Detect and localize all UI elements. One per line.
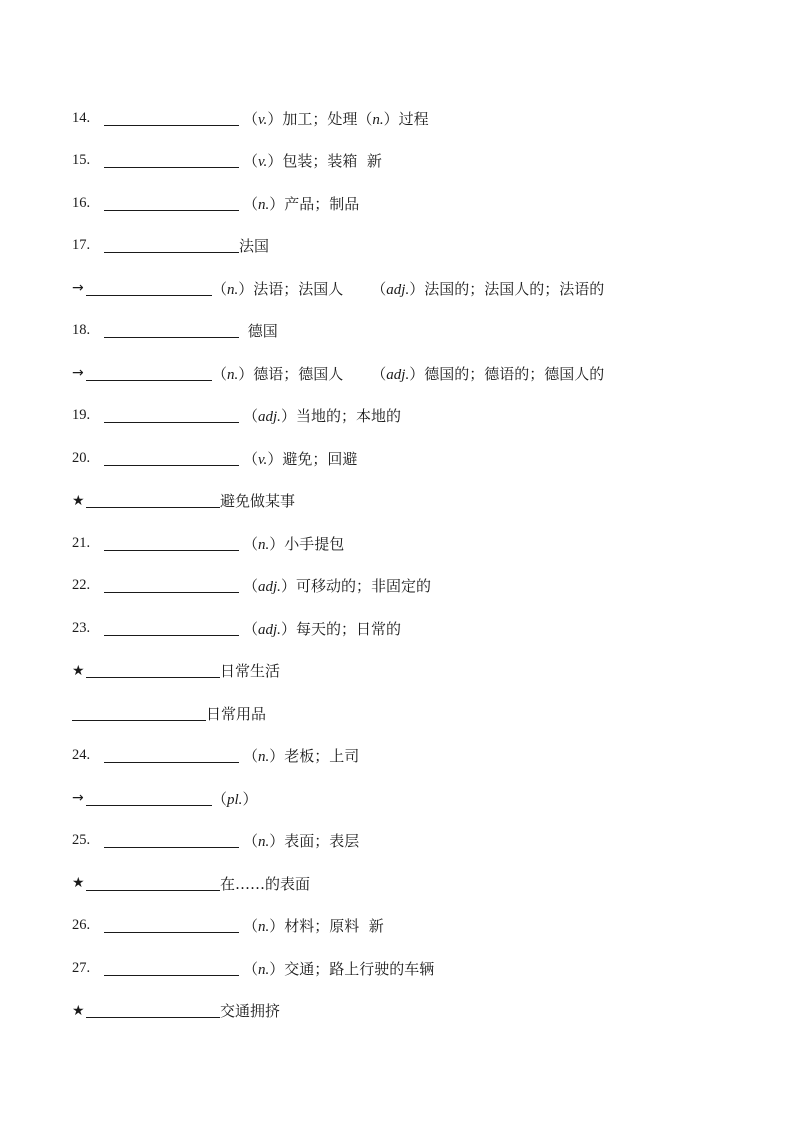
answer-blank[interactable]: [104, 408, 239, 423]
vocab-line: [72, 692, 732, 735]
part-of-speech: adj.: [258, 409, 281, 426]
definition: [212, 363, 604, 384]
part-of-speech: n.: [258, 536, 270, 553]
vocab-line: [72, 480, 732, 523]
vocab-line: [72, 820, 732, 863]
definition-text: （: [243, 747, 259, 766]
part-of-speech: n.: [227, 366, 239, 383]
item-number: 25.: [72, 832, 91, 849]
definition: [220, 660, 280, 681]
part-of-speech: v.: [258, 154, 268, 171]
definition-text: 在……的表面: [220, 874, 311, 893]
definition-text: ）表面；表层: [269, 832, 360, 851]
vocab-line: [72, 97, 732, 140]
definition-text: ）过程: [383, 109, 429, 128]
definition-text: （: [371, 279, 387, 298]
part-of-speech: n.: [258, 961, 270, 978]
definition-text: 避免做某事: [220, 492, 296, 511]
definition-text: ）每天的；日常的: [280, 619, 401, 638]
answer-blank[interactable]: [104, 748, 239, 763]
vocab-line: [72, 777, 732, 820]
part-of-speech: adj.: [386, 366, 410, 383]
item-number: 24.: [72, 747, 91, 764]
arrow-marker: →: [72, 280, 84, 297]
definition: [243, 193, 359, 214]
definition-text: ）避免；回避: [267, 449, 358, 468]
answer-blank[interactable]: [86, 493, 220, 508]
definition-text: ）法国的；法国人的；法语的: [409, 279, 605, 298]
part-of-speech: n.: [258, 834, 270, 851]
item-number: 20.: [72, 449, 91, 466]
definition: [243, 745, 359, 766]
vocab-line: [72, 267, 732, 310]
item-number: 19.: [72, 407, 91, 424]
answer-blank[interactable]: [86, 876, 220, 891]
item-number: 14.: [72, 109, 91, 126]
definition-text: ）包装；装箱 新: [267, 152, 382, 171]
answer-blank[interactable]: [104, 153, 239, 168]
item-number: 16.: [72, 194, 91, 211]
vocab-line: [72, 395, 732, 438]
definition: [220, 490, 295, 511]
definition-text: 法国: [239, 237, 270, 256]
part-of-speech: n.: [372, 111, 384, 128]
definition-text: ）当地的；本地的: [280, 407, 401, 426]
answer-blank[interactable]: [104, 536, 239, 551]
definition-text: （: [212, 364, 228, 383]
definition-text: （: [371, 364, 387, 383]
answer-blank[interactable]: [104, 196, 239, 211]
definition-text: ）可移动的；非固定的: [280, 577, 431, 596]
definition-text: ）德语；德国人: [238, 364, 344, 383]
vocab-line: [72, 650, 732, 693]
vocab-line: [72, 565, 732, 608]
item-number: 22.: [72, 577, 91, 594]
definition-text: ）小手提包: [269, 534, 345, 553]
part-of-speech: n.: [227, 281, 239, 298]
definition-text: （: [243, 152, 259, 171]
definition-text: （: [243, 194, 259, 213]
definition-text: 日常生活: [220, 662, 281, 681]
star-marker: ★: [72, 1002, 85, 1019]
item-number: 26.: [72, 917, 91, 934]
definition-text: （: [212, 789, 228, 808]
definition: [243, 915, 384, 936]
item-number: 15.: [72, 152, 91, 169]
vocab-line: [72, 352, 732, 395]
definition-text: （: [243, 449, 259, 468]
answer-blank[interactable]: [86, 366, 212, 381]
vocab-line: [72, 225, 732, 268]
part-of-speech: pl.: [227, 791, 243, 808]
answer-blank[interactable]: [72, 706, 206, 721]
definition: [212, 278, 604, 299]
answer-blank[interactable]: [86, 791, 212, 806]
definition-text: ）: [242, 789, 258, 808]
definition-text: （: [243, 832, 259, 851]
vocab-line: [72, 905, 732, 948]
definition-text: （: [243, 917, 259, 936]
definition-text: ）交通；路上行驶的车辆: [269, 959, 435, 978]
vocab-line: [72, 947, 732, 990]
vocab-line: [72, 182, 732, 225]
star-marker: ★: [72, 662, 85, 679]
definition-text: 交通拥挤: [220, 1002, 281, 1021]
definition-text: （: [243, 109, 259, 128]
item-number: 21.: [72, 534, 91, 551]
definition-text: 德国: [243, 322, 278, 341]
answer-blank[interactable]: [104, 961, 239, 976]
definition: [243, 405, 401, 426]
definition-text: ）老板；上司: [269, 747, 360, 766]
answer-blank[interactable]: [104, 111, 239, 126]
vocab-line: [72, 735, 732, 778]
answer-blank[interactable]: [104, 833, 239, 848]
answer-blank[interactable]: [86, 1003, 220, 1018]
definition: [243, 830, 359, 851]
part-of-speech: adj.: [386, 281, 410, 298]
vocab-line: [72, 140, 732, 183]
definition-text: ）加工；处理（: [267, 109, 373, 128]
part-of-speech: n.: [258, 196, 270, 213]
definition: [206, 703, 266, 724]
definition-text: （: [243, 534, 259, 553]
item-number: 17.: [72, 237, 91, 254]
definition: [212, 788, 257, 809]
definition-text: （: [212, 279, 228, 298]
answer-blank[interactable]: [104, 621, 239, 636]
definition-text: 日常用品: [206, 704, 267, 723]
item-number: 18.: [72, 322, 91, 339]
star-marker: ★: [72, 875, 85, 892]
vocabulary-worksheet: [72, 97, 732, 1032]
vocab-line: [72, 310, 732, 353]
part-of-speech: adj.: [258, 621, 281, 638]
definition-text: （: [243, 959, 259, 978]
definition-text: ）德国的；德语的；德国人的: [409, 364, 605, 383]
part-of-speech: v.: [258, 111, 268, 128]
part-of-speech: n.: [258, 749, 270, 766]
definition: [243, 320, 278, 341]
part-of-speech: v.: [258, 451, 268, 468]
definition: [243, 448, 357, 469]
vocab-line: [72, 990, 732, 1033]
definition-text: （: [243, 577, 259, 596]
item-number: 23.: [72, 619, 91, 636]
arrow-marker: →: [72, 790, 84, 807]
answer-blank[interactable]: [86, 281, 212, 296]
vocab-line: [72, 862, 732, 905]
definition: [243, 575, 431, 596]
star-marker: ★: [72, 492, 85, 509]
definition-text: （: [243, 407, 259, 426]
definition-text: ）产品；制品: [269, 194, 360, 213]
definition: [239, 235, 269, 256]
answer-blank[interactable]: [104, 918, 239, 933]
answer-blank[interactable]: [104, 578, 239, 593]
definition: [243, 150, 382, 171]
definition-text: ）材料；原料 新: [269, 917, 384, 936]
definition: [243, 958, 434, 979]
vocab-line: [72, 437, 732, 480]
definition-text: （: [243, 619, 259, 638]
definition: [220, 1000, 280, 1021]
answer-blank[interactable]: [104, 238, 239, 253]
definition: [243, 108, 429, 129]
part-of-speech: adj.: [258, 579, 281, 596]
item-number: 27.: [72, 959, 91, 976]
arrow-marker: →: [72, 365, 84, 382]
answer-blank[interactable]: [104, 451, 239, 466]
answer-blank[interactable]: [104, 323, 239, 338]
part-of-speech: n.: [258, 919, 270, 936]
answer-blank[interactable]: [86, 663, 220, 678]
definition-text: ）法语；法国人: [238, 279, 344, 298]
definition: [220, 873, 310, 894]
vocab-line: [72, 522, 732, 565]
definition: [243, 618, 401, 639]
definition: [243, 533, 344, 554]
vocab-line: [72, 607, 732, 650]
